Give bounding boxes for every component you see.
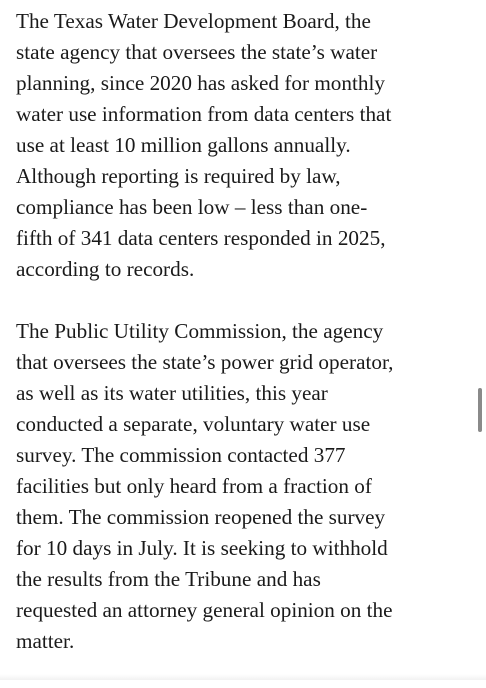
- text-line: fifth of 341 data centers responded in 2025,: [16, 226, 386, 250]
- text-line: according to records.: [16, 257, 195, 281]
- text-line: use at least 10 million gallons annually.: [16, 133, 351, 157]
- text-line: facilities but only heard from a fraction of: [16, 474, 372, 498]
- text-line: as well as its water utilities, this year: [16, 381, 328, 405]
- text-line: water use information from data centers that: [16, 102, 392, 126]
- text-line: requested an attorney general opinion on the: [16, 598, 393, 622]
- text-line: Although reporting is required by law,: [16, 164, 341, 188]
- paragraph-public-utility-commission: [16, 316, 472, 657]
- text-line: matter.: [16, 629, 75, 653]
- bottom-fade: [0, 674, 486, 680]
- text-line: The Public Utility Commission, the agency: [16, 319, 384, 343]
- paragraph-water-development-board: [16, 6, 472, 285]
- article-body: [16, 6, 472, 688]
- text-line: them. The commission reopened the survey: [16, 505, 386, 529]
- scrollbar-thumb[interactable]: [478, 388, 482, 432]
- text-line: the results from the Tribune and has: [16, 567, 321, 591]
- text-line: for 10 days in July. It is seeking to withhold: [16, 536, 388, 560]
- text-line: state agency that oversees the state’s water: [16, 40, 378, 64]
- text-line: planning, since 2020 has asked for monthly: [16, 71, 385, 95]
- text-line: that oversees the state’s power grid operator,: [16, 350, 394, 374]
- text-line: conducted a separate, voluntary water use: [16, 412, 371, 436]
- text-line: compliance has been low – less than one-: [16, 195, 368, 219]
- text-line: survey. The commission contacted 377: [16, 443, 346, 467]
- text-line: The Texas Water Development Board, the: [16, 9, 371, 33]
